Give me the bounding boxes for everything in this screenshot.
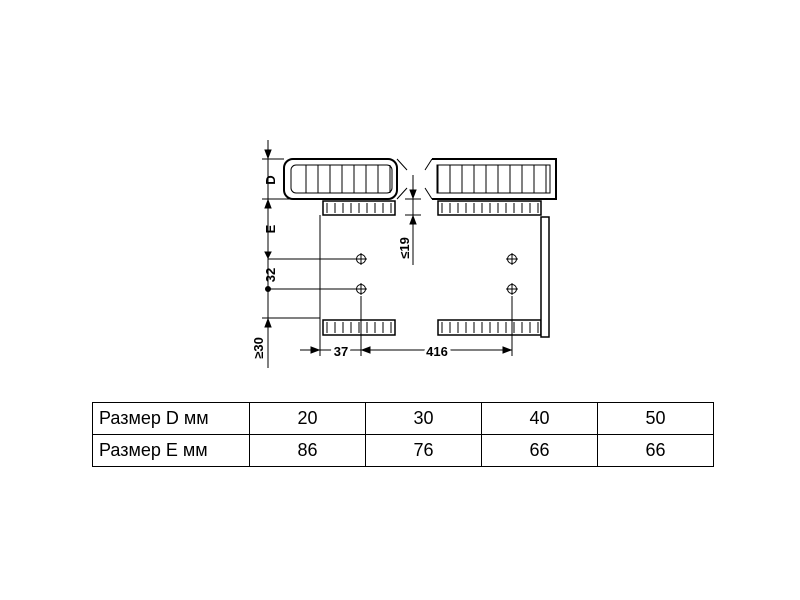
table-cell: 30 [366, 403, 482, 435]
table-cell: 40 [482, 403, 598, 435]
table-cell: 76 [366, 435, 482, 467]
label-le19: ≤19 [397, 237, 412, 259]
dimension-table [92, 402, 714, 467]
mounting-holes [355, 253, 518, 295]
side-panel-right [541, 217, 549, 337]
label-e: E [263, 224, 278, 234]
label-d: D [263, 175, 278, 185]
label-ge30: ≥30 [251, 337, 266, 359]
table-cell: 66 [482, 435, 598, 467]
upper-rail-right [438, 201, 541, 215]
worktop-right [432, 159, 556, 199]
label-37: 37 [333, 344, 349, 359]
table-cell: 50 [598, 403, 714, 435]
row-label: Размер D мм [93, 403, 250, 435]
table-row [93, 403, 714, 435]
row-label: Размер E мм [93, 435, 250, 467]
lower-rail-left [323, 320, 395, 335]
table-cell: 86 [250, 435, 366, 467]
table-cell: 20 [250, 403, 366, 435]
table-cell: 66 [598, 435, 714, 467]
label-32: 32 [263, 267, 278, 283]
worktop-left [284, 159, 397, 199]
label-416: 416 [426, 344, 448, 359]
upper-rail-left [323, 201, 395, 215]
lower-rail-right [438, 320, 541, 335]
table-row [93, 435, 714, 467]
